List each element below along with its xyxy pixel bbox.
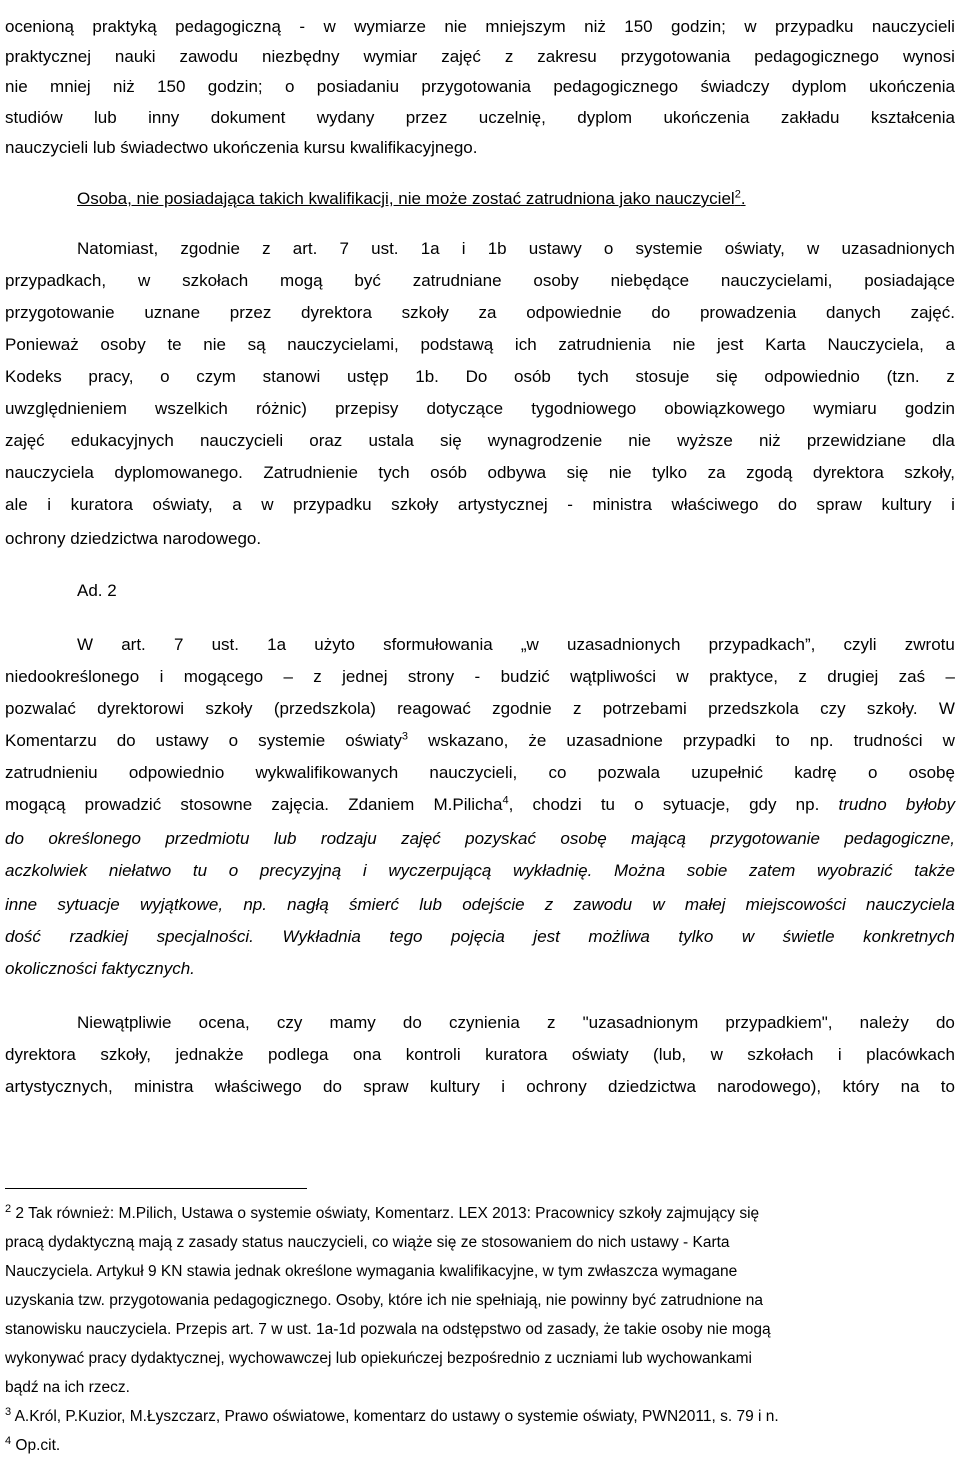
footnote-ref: 2 [734, 188, 741, 201]
paragraph-line: Ad. 2 [77, 581, 117, 600]
paragraph-line: studiów lub inny dokument wydany przez uczelnię, dyplom ukończenia zakładu kształcenia [5, 108, 955, 127]
paragraph-line: ale i kuratora oświaty, a w przypadku szkoły artystycznej - ministra właściwego do spraw kultury i [5, 495, 955, 514]
paragraph-line: ochrony dziedzictwa narodowego. [5, 529, 262, 548]
paragraph-line: Osoba, nie posiadająca takich kwalifikacji, nie może zostać zatrudniona jako nauczyciel$^2$. [77, 188, 746, 208]
footnote-line: $^2$ 2 Tak również: M.Pilich, Ustawa o systemie oświaty, Komentarz. LEX 2013: Pracownicy szkoły zajmujący się [5, 1202, 760, 1222]
footnote-line: uzyskania tzw. przygotowania pedagogicznego. Osoby, które ich nie spełniają, nie powinny być zatrudnione na [5, 1292, 763, 1309]
footnote-ref: 3 [401, 730, 409, 743]
paragraph-line: aczkolwiek niełatwo tu o precyzyjną i wyczerpującą wykładnię. Można sobie zatem wyobrazić także [5, 861, 955, 880]
paragraph-line: okoliczności faktycznych. [5, 959, 195, 978]
footnote-line: bądź na ich rzecz. [5, 1379, 130, 1396]
paragraph-line: zatrudnieniu odpowiednio wykwalifikowanych nauczycieli, co pozwala uzupełnić kadrę o osobę [5, 763, 955, 782]
footnote-line: Nauczyciela. Artykuł 9 KN stawia jednak określone wymagania kwalifikacyjne, w tym zwłaszcza wymagane [5, 1263, 738, 1280]
footnote-line: pracą dydaktyczną mają z zasady status nauczycieli, co wiąże się ze stosowaniem do nich ustawy - Karta [5, 1234, 730, 1251]
paragraph-line: przypadkach, w szkołach mogą być zatrudniane osoby niebędące nauczycielami, posiadające [5, 271, 955, 290]
paragraph-line: nauczycieli lub świadectwo ukończenia kursu kwalifikacyjnego. [5, 138, 478, 157]
footnote-line: $^4$ Op.cit. [5, 1434, 61, 1454]
paragraph-line: Natomiast, zgodnie z art. 7 ust. 1a i 1b ustawy o systemie oświaty, w uzasadnionych [77, 239, 955, 258]
footnote-number: 3 [5, 1405, 12, 1418]
footnote-separator [5, 1188, 307, 1189]
footnote-number: 2 [5, 1202, 12, 1215]
paragraph-line: uwzględnieniem wszelkich różnic) przepisy dotyczące tygodniowego obowiązkowego wymiaru godzin [5, 399, 955, 418]
paragraph-line: nie mniej niż 150 godzin; o posiadaniu przygotowania pedagogicznego świadczy dyplom ukończenia [5, 77, 955, 96]
paragraph-line: zajęć edukacyjnych nauczycieli oraz ustala się wynagrodzenie nie wyższe niż przewidziane dla [5, 431, 955, 450]
footnote-line: stanowisku nauczyciela. Przepis art. 7 w ust. 1a-1d pozwala na odstępstwo od zasady, że takie osoby nie mogą [5, 1321, 771, 1338]
footnote-number: 4 [5, 1434, 12, 1447]
paragraph-line: Niewątpliwie ocena, czy mamy do czynienia z "uzasadnionym przypadkiem", należy do [77, 1013, 955, 1032]
footnote-line: $^3$ A.Król, P.Kuzior, M.Łyszczarz, Prawo oświatowe, komentarz do ustawy o systemie oświaty, PWN2011, s. 79 i n. [5, 1405, 779, 1425]
paragraph-line: Komentarzu do ustawy o systemie oświaty$^3$ wskazano, że uzasadnione przypadki to np. trudności w [5, 730, 955, 750]
paragraph-line: Kodeks pracy, o czym stanowi ustęp 1b. Do osób tych stosuje się odpowiednio (tzn. z [5, 367, 955, 386]
footnote-line: wykonywać pracy dydaktycznej, wychowawczej lub opiekuńczej bezpośrednio z uczniami lub wychowankami [5, 1350, 752, 1367]
paragraph-line: Ponieważ osoby te nie są nauczycielami, podstawą ich zatrudnienia nie jest Karta Nauczyciela, a [5, 335, 955, 354]
paragraph-line: przygotowanie uznane przez dyrektora szkoły za odpowiednie do prowadzenia danych zajęć. [5, 303, 955, 322]
paragraph-line: mogącą prowadzić stosowne zajęcia. Zdaniem M.Pilicha$^4$, chodzi tu o sytuacje, gdy np. trudno byłoby [5, 794, 955, 814]
footnote-ref: 4 [502, 794, 509, 807]
paragraph-line: dyrektora szkoły, jednakże podlega ona kontroli kuratora oświaty (lub, w szkołach i placówkach [5, 1045, 955, 1064]
paragraph-line: artystycznych, ministra właściwego do spraw kultury i ochrony dziedzictwa narodowego), który na to [5, 1077, 955, 1096]
paragraph-line: nauczyciela dyplomowanego. Zatrudnienie tych osób odbywa się nie tylko za zgodą dyrektora szkoły, [5, 463, 955, 482]
paragraph-line: do określonego przedmiotu lub rodzaju zajęć pozyskać osobę mającą przygotowanie pedagogiczne, [5, 829, 955, 848]
paragraph-line: W art. 7 ust. 1a użyto sformułowania „w uzasadnionych przypadkach”, czyli zwrotu [77, 635, 955, 654]
paragraph-line: ocenioną praktyką pedagogiczną - w wymiarze nie mniejszym niż 150 godzin; w przypadku nauczycieli [5, 17, 955, 36]
paragraph-line: inne sytuacje wyjątkowe, np. nagłą śmierć lub odejście z zawodu w małej miejscowości nauczyciela [5, 895, 955, 914]
paragraph-line: dość rzadkiej specjalności. Wykładnia tego pojęcia jest możliwa tylko w świetle konkretnych [5, 927, 955, 946]
paragraph-line: pozwalać dyrektorowi szkoły (przedszkola) reagować zgodnie z potrzebami przedszkola czy szkoły. W [5, 699, 955, 718]
paragraph-line: niedookreślonego i mogącego – z jednej strony - budzić wątpliwości w praktyce, z drugiej zaś – [5, 667, 955, 686]
paragraph-line: praktycznej nauki zawodu niezbędny wymiar zajęć z zakresu przygotowania pedagogicznego wynosi [5, 47, 955, 66]
